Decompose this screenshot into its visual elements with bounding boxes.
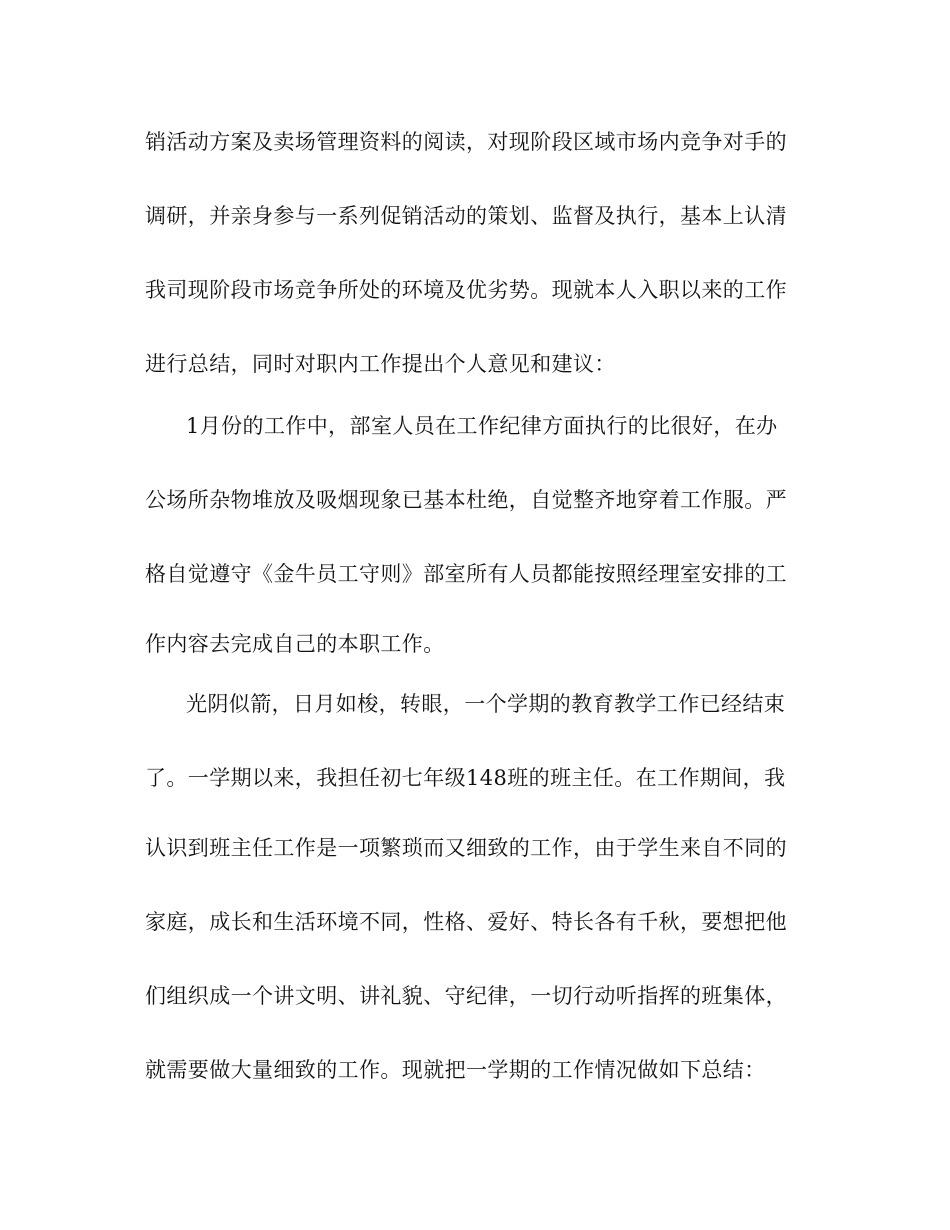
paragraph-2-line-3: 格自觉遵守《金牛员工守则》部室所有人员都能按照经理室安排的工 [145,562,787,586]
paragraph-2-line-4: 作内容去完成自己的本职工作。 [145,632,445,656]
paragraph-3-line-5: 们组织成一个讲文明、讲礼貌、守纪律，一切行动听指挥的班集体， [145,984,787,1008]
paragraph-3-line-4: 家庭，成长和生活环境不同，性格、爱好、特长各有千秋，要想把他 [145,910,787,934]
paragraph-3-line-1: 光阴似箭，日月如梭，转眼，一个学期的教育教学工作已经结束 [186,692,786,716]
paragraph-1-line-1: 销活动方案及卖场管理资料的阅读，对现阶段区域市场内竞争对手的 [145,130,787,154]
paragraph-1-line-4: 进行总结，同时对职内工作提出个人意见和建议： [145,352,616,376]
paragraph-2-line-2: 公场所杂物堆放及吸烟现象已基本杜绝，自觉整齐地穿着工作服。严 [145,488,787,512]
paragraph-1-line-2: 调研，并亲身参与一系列促销活动的策划、监督及执行，基本上认清 [145,204,787,228]
paragraph-2-line-1: 1月份的工作中，部室人员在工作纪律方面执行的比很好，在办 [186,414,778,438]
paragraph-3-line-6: 就需要做大量细致的工作。现就把一学期的工作情况做如下总结： [145,1058,766,1082]
paragraph-3-line-3: 认识到班主任工作是一项繁琐而又细致的工作，由于学生来自不同的 [145,836,787,860]
paragraph-3-line-2: 了。一学期以来，我担任初七年级148班的班主任。在工作期间，我 [145,766,786,790]
paragraph-1-line-3: 我司现阶段市场竞争所处的环境及优劣势。现就本人入职以来的工作 [145,278,787,302]
